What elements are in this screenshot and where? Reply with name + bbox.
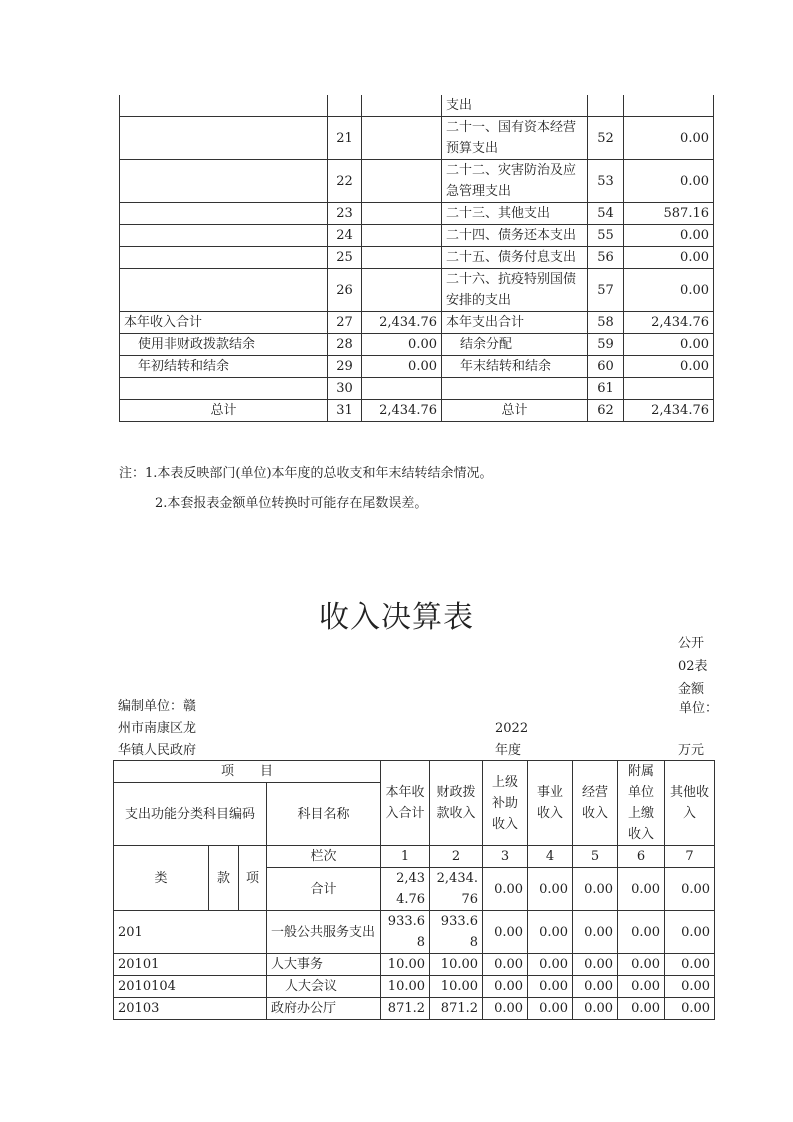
right-amount bbox=[624, 378, 714, 400]
xiang-header: 项 bbox=[239, 846, 267, 911]
unit-amount-label: 金额 bbox=[678, 682, 705, 697]
subject-name: 人大会议 bbox=[267, 976, 381, 998]
right-amount: 2,434.76 bbox=[624, 312, 714, 334]
amount: 0.00 bbox=[665, 911, 715, 954]
left-item: 使用非财政拨款结余 bbox=[120, 334, 328, 356]
col-num: 3 bbox=[483, 846, 528, 868]
func-code: 2010104 bbox=[114, 976, 267, 998]
business-header: 事业收入 bbox=[528, 761, 573, 846]
column-number-row bbox=[114, 846, 715, 868]
right-amount: 587.16 bbox=[624, 203, 714, 225]
right-no: 54 bbox=[588, 203, 624, 225]
right-amount: 0.00 bbox=[624, 117, 714, 160]
right-amount: 0.00 bbox=[624, 334, 714, 356]
other-header: 其他收入 bbox=[665, 761, 715, 846]
right-amount: 0.00 bbox=[624, 225, 714, 247]
header-row bbox=[114, 761, 715, 783]
amount: 0.00 bbox=[528, 911, 573, 954]
right-amount: 0.00 bbox=[624, 356, 714, 378]
right-no: 58 bbox=[588, 312, 624, 334]
amount: 871.2 bbox=[430, 998, 483, 1020]
report-year-suffix: 年度 bbox=[495, 743, 522, 758]
lei-header: 类 bbox=[114, 846, 209, 911]
right-item bbox=[442, 378, 588, 400]
kuan-header: 款 bbox=[209, 846, 239, 911]
table-row bbox=[120, 356, 714, 378]
amount: 0.00 bbox=[483, 976, 528, 998]
right-amount: 2,434.76 bbox=[624, 400, 714, 422]
left-amount bbox=[362, 160, 442, 203]
total-value: 2,434.76 bbox=[381, 868, 430, 911]
col-num: 7 bbox=[665, 846, 715, 868]
col-num: 5 bbox=[573, 846, 618, 868]
right-item: 本年支出合计 bbox=[442, 312, 588, 334]
amount: 0.00 bbox=[573, 954, 618, 976]
table-row bbox=[120, 247, 714, 269]
amount: 871.2 bbox=[381, 998, 430, 1020]
table-row bbox=[120, 400, 714, 422]
amount: 0.00 bbox=[665, 976, 715, 998]
project-header: 项 目 bbox=[114, 761, 381, 783]
amount: 0.00 bbox=[528, 954, 573, 976]
total-value: 0.00 bbox=[665, 868, 715, 911]
superior-header: 上级补助收入 bbox=[483, 761, 528, 846]
amount: 0.00 bbox=[618, 911, 665, 954]
right-item: 二十六、抗疫特别国债安排的支出 bbox=[442, 269, 588, 312]
table-row bbox=[120, 312, 714, 334]
income-table bbox=[113, 760, 715, 1020]
left-no: 29 bbox=[328, 356, 362, 378]
left-amount bbox=[362, 247, 442, 269]
right-no: 56 bbox=[588, 247, 624, 269]
right-item: 二十五、债务付息支出 bbox=[442, 247, 588, 269]
left-amount bbox=[362, 378, 442, 400]
left-item bbox=[120, 378, 328, 400]
amount: 933.68 bbox=[381, 911, 430, 954]
left-amount bbox=[362, 225, 442, 247]
right-item: 支出 bbox=[442, 95, 588, 117]
right-amount: 0.00 bbox=[624, 269, 714, 312]
report-year: 2022 bbox=[495, 721, 529, 736]
func-code: 20101 bbox=[114, 954, 267, 976]
right-no: 59 bbox=[588, 334, 624, 356]
left-item: 本年收入合计 bbox=[120, 312, 328, 334]
right-item: 二十一、国有资本经营预算支出 bbox=[442, 117, 588, 160]
left-no: 26 bbox=[328, 269, 362, 312]
total-value: 2,434.76 bbox=[430, 868, 483, 911]
total-label: 合计 bbox=[267, 868, 381, 911]
right-amount: 0.00 bbox=[624, 247, 714, 269]
right-no: 57 bbox=[588, 269, 624, 312]
right-item: 二十三、其他支出 bbox=[442, 203, 588, 225]
amount: 0.00 bbox=[618, 998, 665, 1020]
amount: 10.00 bbox=[381, 954, 430, 976]
left-no: 30 bbox=[328, 378, 362, 400]
subject-name: 政府办公厅 bbox=[267, 998, 381, 1020]
left-item bbox=[120, 269, 328, 312]
table-row bbox=[114, 954, 715, 976]
left-amount: 0.00 bbox=[362, 356, 442, 378]
summary-table bbox=[119, 95, 714, 422]
left-no: 28 bbox=[328, 334, 362, 356]
left-no: 23 bbox=[328, 203, 362, 225]
right-no: 53 bbox=[588, 160, 624, 203]
table-row bbox=[120, 95, 714, 117]
right-no bbox=[588, 95, 624, 117]
left-item: 年初结转和结余 bbox=[120, 356, 328, 378]
amount: 10.00 bbox=[381, 976, 430, 998]
left-amount bbox=[362, 117, 442, 160]
operation-header: 经营收入 bbox=[573, 761, 618, 846]
amount: 0.00 bbox=[528, 976, 573, 998]
table-row bbox=[120, 378, 714, 400]
total-value: 0.00 bbox=[573, 868, 618, 911]
amount: 0.00 bbox=[528, 998, 573, 1020]
right-amount: 0.00 bbox=[624, 160, 714, 203]
right-item: 总计 bbox=[442, 400, 588, 422]
form-public-label: 公开 bbox=[678, 636, 705, 651]
note-2: 2.本套报表金额单位转换时可能存在尾数误差。 bbox=[155, 496, 428, 511]
amount: 0.00 bbox=[483, 998, 528, 1020]
left-amount: 2,434.76 bbox=[362, 312, 442, 334]
amount: 0.00 bbox=[665, 998, 715, 1020]
total-value: 0.00 bbox=[528, 868, 573, 911]
left-item bbox=[120, 117, 328, 160]
total-income-header: 本年收入合计 bbox=[381, 761, 430, 846]
amount: 0.00 bbox=[665, 954, 715, 976]
subject-name-header: 科目名称 bbox=[267, 783, 381, 846]
left-no: 21 bbox=[328, 117, 362, 160]
org-line-2: 州市南康区龙 bbox=[118, 721, 197, 736]
right-item: 结余分配 bbox=[442, 334, 588, 356]
left-amount: 2,434.76 bbox=[362, 400, 442, 422]
fiscal-header: 财政拨款收入 bbox=[430, 761, 483, 846]
left-amount bbox=[362, 269, 442, 312]
left-no: 31 bbox=[328, 400, 362, 422]
amount: 0.00 bbox=[483, 911, 528, 954]
amount: 0.00 bbox=[618, 976, 665, 998]
left-no: 27 bbox=[328, 312, 362, 334]
amount: 0.00 bbox=[573, 976, 618, 998]
func-code: 201 bbox=[114, 911, 267, 954]
page-title: 收入决算表 bbox=[319, 600, 474, 635]
right-no: 52 bbox=[588, 117, 624, 160]
table-row bbox=[114, 911, 715, 954]
column-no-label: 栏次 bbox=[267, 846, 381, 868]
left-item bbox=[120, 95, 328, 117]
left-no bbox=[328, 95, 362, 117]
col-num: 1 bbox=[381, 846, 430, 868]
table-row bbox=[120, 203, 714, 225]
left-item: 总计 bbox=[120, 400, 328, 422]
col-num: 2 bbox=[430, 846, 483, 868]
left-item bbox=[120, 160, 328, 203]
table-row bbox=[114, 998, 715, 1020]
table-row bbox=[120, 269, 714, 312]
right-no: 60 bbox=[588, 356, 624, 378]
amount: 0.00 bbox=[618, 954, 665, 976]
left-amount bbox=[362, 203, 442, 225]
right-no: 62 bbox=[588, 400, 624, 422]
table-row bbox=[120, 334, 714, 356]
table-row bbox=[120, 225, 714, 247]
note-1: 注：1.本表反映部门(单位)本年度的总收支和年末结转结余情况。 bbox=[119, 466, 493, 481]
col-num: 6 bbox=[618, 846, 665, 868]
org-line-3: 华镇人民政府 bbox=[118, 743, 197, 758]
table-row bbox=[120, 117, 714, 160]
left-no: 22 bbox=[328, 160, 362, 203]
subject-name: 人大事务 bbox=[267, 954, 381, 976]
amount: 933.68 bbox=[430, 911, 483, 954]
func-code: 20103 bbox=[114, 998, 267, 1020]
unit-value: 万元 bbox=[678, 743, 705, 758]
right-item: 二十二、灾害防治及应急管理支出 bbox=[442, 160, 588, 203]
func-code-header: 支出功能分类科目编码 bbox=[114, 783, 267, 846]
right-amount bbox=[624, 95, 714, 117]
col-num: 4 bbox=[528, 846, 573, 868]
right-item: 二十四、债务还本支出 bbox=[442, 225, 588, 247]
amount: 0.00 bbox=[573, 911, 618, 954]
right-no: 61 bbox=[588, 378, 624, 400]
right-item: 年末结转和结余 bbox=[442, 356, 588, 378]
total-value: 0.00 bbox=[618, 868, 665, 911]
amount: 10.00 bbox=[430, 954, 483, 976]
left-no: 24 bbox=[328, 225, 362, 247]
org-label: 编制单位：赣 bbox=[118, 699, 197, 714]
left-amount bbox=[362, 95, 442, 117]
right-no: 55 bbox=[588, 225, 624, 247]
affiliated-header: 附属单位上缴收入 bbox=[618, 761, 665, 846]
left-no: 25 bbox=[328, 247, 362, 269]
left-item bbox=[120, 225, 328, 247]
total-value: 0.00 bbox=[483, 868, 528, 911]
form-number: 02表 bbox=[678, 659, 708, 674]
unit-label: 单位： bbox=[678, 701, 718, 716]
left-amount: 0.00 bbox=[362, 334, 442, 356]
subject-name: 一般公共服务支出 bbox=[267, 911, 381, 954]
amount: 10.00 bbox=[430, 976, 483, 998]
amount: 0.00 bbox=[573, 998, 618, 1020]
left-item bbox=[120, 203, 328, 225]
table-row bbox=[114, 976, 715, 998]
amount: 0.00 bbox=[483, 954, 528, 976]
left-item bbox=[120, 247, 328, 269]
table-row bbox=[120, 160, 714, 203]
